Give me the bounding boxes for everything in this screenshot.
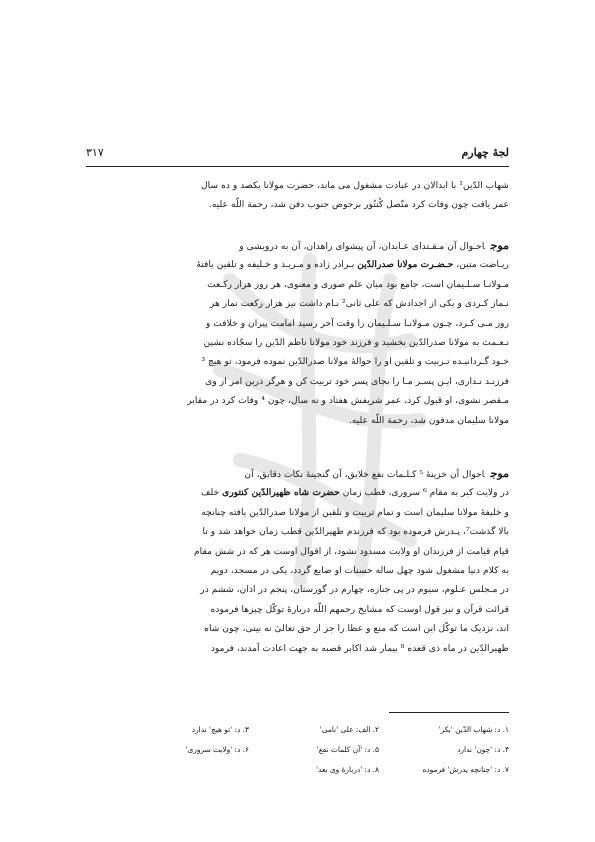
section-label: موج [490,239,509,252]
text-line: خـود گـردانیـده تـربیت و تلقین او را حوالهٔ مولانا صدرالدّین نموده فرمود، تو هیچ ³ [201,356,509,368]
footnote-row [86,740,509,760]
text-line: خلف [200,487,220,499]
text-line: شهاب الدّین¹ با ابدالان در عبادت مشغول می ماند، حضرت مولانا یکصد و ده سال [200,180,509,191]
footnote-row [86,760,509,780]
header-rule [86,166,509,167]
footnotes [86,720,509,780]
text-line: و خلیفهٔ مولانا سلیمان است و تمام تربیت و تلقین از مولانا صدرالدّین یافته چنانچه [201,506,509,518]
running-title: لجهٔ چهارم [461,146,509,159]
footnote-rule [389,712,509,713]
bold-name: حضرت شاه ظهیرالدّین کنتوری [222,487,340,499]
text-line: قیام قیامت از فرزندان او ولایت مسدود نشود، از اقوال اوست هر که در شش مقام [193,545,509,557]
text-line: به کلام دنیا مشغول شود چهل ساله حسنات او ضایع گردد، یکی در مسجد، دویم [210,564,509,576]
text-line: روز مـی کـرد، چـون مـولانـا سـلـیمان را وقت آخر رسید امامت پیران و خلافت و [205,317,509,329]
text-line: ریـاضت متین، [456,259,509,271]
paragraph-1 [86,176,509,215]
section-label: موج [490,467,509,480]
page-header [86,146,509,164]
footnote [119,760,249,780]
text-line: در ولایت کبر به مقام ⁶ سروری، قطب زمان [342,487,509,499]
bold-name: حـضـرت مولانا صدرالدّین [357,259,454,271]
text-line: فرزنـد نـداری، ایـن پسـر مـا را بجای پسر خود تربیت کن و هرگز درین امر از وی [205,375,509,387]
footnote: ۸. د: 'دربارهٔ وی بعد' [315,765,379,774]
text-line: بالا گذشت⁷، پـدرش فرموده بود که فرزندم ظهیرالدّین قطب زمان خواهد شد و تا [202,526,509,538]
text-line: نـعـمت به مولانا صدرالدّین بخشید و فرزند خود مولانا ناظم الدّین را سجّاده نشین [203,336,509,348]
footnote-row [86,720,509,740]
text-line: در مـجلس عـلوم، سیوم در پی جنازه، چهارم در گورستان، پنجم در اذان، ششم در [200,584,509,596]
footnote: ۳. د: 'تو هیچ' ندارد [191,725,249,734]
text-line: نـماز کـردی و یکی از اجدادش که علی ثانی² نـام داشت نیز هزار رکعت نماز هر [209,298,509,310]
text-line: عمر یافت چون وفات کرد متّصل کُنتُور برحوض جنوب دفن شد، رحمة اللّه علیه. [208,199,509,211]
text-line: ظهیرالدّین در ماه ذی قعده ⁸ بیمار شد اکابر قصبه به جهت اعادت آمدند، فرمود [210,642,509,654]
page-number: ۳۱۷ [86,146,104,159]
footnote: ۲. الف: علی 'نامی' [319,725,379,734]
text-line: احوال آن خزینهٔ ⁵ کـلـمات نفع خلایق، آن گنجینهٔ نکات دقایق، آن [244,469,485,480]
paragraph-3 [86,464,509,658]
text-line: مولانا سلیمان مدفون شد، رحمة اللّه علیه. [348,414,509,426]
text-line: مـقصر نشوی، او قبول کرد، عمر شریفش هفتاد و نه سال، چون ⁴ وفات کرد در مقابر [187,395,509,407]
text-line: اند، نزدیک ما توکّل این است که منع و عطا را جز از حق تعالیٰ نه بینی، چون شاه [204,623,509,635]
footnote: ۵. د: 'آن کلمات نفع' [316,745,379,754]
text-line: بـرادر زاده و مـریـد و خـلیفه و تلقین یافتهٔ [196,259,355,271]
text-line: قرائت قرآن و نیز قول اوست که مشایخ رحمهم اللّه دربارهٔ توکّل چیزها فرموده [210,603,509,615]
text-line: مـولانـا سـلـیمان است، جامع بود میان علم صوری و معنوی، هر روز هزار رکـعت [207,278,509,290]
paragraph-2 [86,236,509,430]
footnote: ۷. د: 'چنانچه پدرش' فرموده [422,765,509,774]
footnote: ۶. د: 'ولایت سروری' [185,745,249,754]
footnote: ۴. د: 'چون' ندارد [457,745,509,754]
footnote: ۱. د: شهاب الدّین 'بکر' [438,725,509,734]
text-line: احـوال آن مـقـتدای عـابدان، آن پیشوای زاهدان، آن به درویشی و [239,241,485,252]
